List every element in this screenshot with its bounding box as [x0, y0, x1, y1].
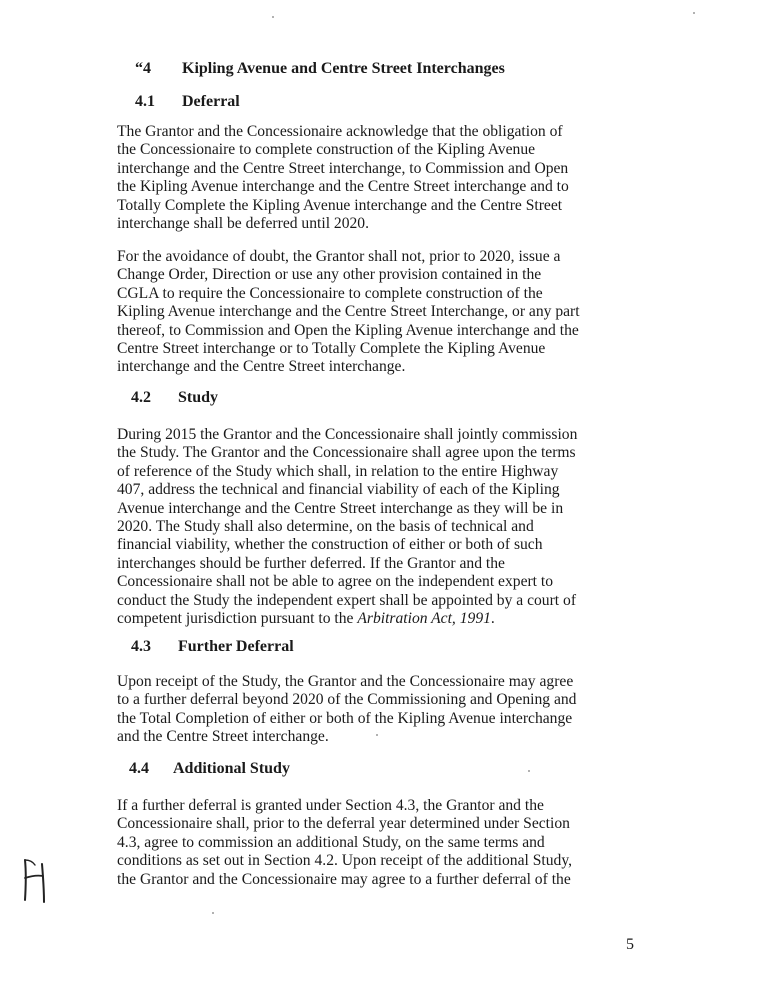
- text-line: to a further deferral beyond 2020 of the Commissioning and Opening and: [117, 691, 577, 709]
- text-fragment: competent jurisdiction pursuant to the: [117, 610, 358, 628]
- text-line: CGLA to require the Concessionaire to complete construction of the: [117, 284, 543, 302]
- section-4-2-heading: [131, 388, 219, 408]
- section-4-2-paragraph: [117, 426, 597, 628]
- statute-citation: Arbitration Act, 1991: [357, 610, 491, 628]
- text-line: interchange shall be deferred until 2020.: [117, 215, 370, 233]
- section-4-4-heading: [129, 759, 290, 779]
- text-line: interchange and the Centre Street interchange.: [117, 358, 406, 376]
- text-line: Avenue interchange and the Centre Street interchange as they will be in: [117, 499, 564, 517]
- page-number: 5: [626, 936, 634, 953]
- text-line: Totally Complete the Kipling Avenue interchange and the Centre Street: [117, 196, 563, 214]
- text-line: The Grantor and the Concessionaire acknowledge that the obligation of: [117, 123, 563, 140]
- section-4-1-heading: [135, 92, 240, 112]
- section-4-2-number: 4.2: [131, 389, 151, 406]
- text-line: interchanges should be further deferred. If the Grantor and the: [117, 554, 505, 572]
- text-line: Change Order, Direction or use any other provision contained in the: [117, 266, 542, 284]
- section-4-heading: [135, 59, 505, 79]
- scan-speck: [376, 734, 378, 736]
- handwritten-initial: [22, 858, 48, 904]
- text-line: the Concessionaire to complete construction of the Kipling Avenue: [117, 141, 536, 159]
- text-line: 4.3, agree to commission an additional Study, on the same terms and: [117, 833, 545, 851]
- text-line: and the Centre Street interchange.: [117, 728, 329, 746]
- section-4-4-paragraph: [117, 797, 597, 889]
- text-line: Concessionaire shall not be able to agree on the independent expert to: [117, 573, 554, 591]
- text-line: If a further deferral is granted under Section 4.3, the Grantor and the: [117, 797, 544, 814]
- scan-speck: [272, 16, 274, 18]
- text-line: For the avoidance of doubt, the Grantor shall not, prior to 2020, issue a: [117, 248, 561, 265]
- text-line: the Grantor and the Concessionaire may agree to a further deferral of the: [117, 870, 571, 888]
- text-line: Kipling Avenue interchange and the Centre Street Interchange, or any part: [117, 303, 580, 321]
- section-4-1-paragraph-1: [117, 123, 597, 233]
- text-line: 2020. The Study shall also determine, on the basis of technical and: [117, 518, 534, 536]
- text-line: 407, address the technical and financial viability of each of the Kipling: [117, 481, 560, 499]
- text-line: Concessionaire shall, prior to the deferral year determined under Section: [117, 815, 570, 833]
- text-line: interchange and the Centre Street interchange, to Commission and Open: [117, 159, 569, 177]
- text-line: the Study. The Grantor and the Concessionaire shall agree upon the terms: [117, 444, 576, 462]
- text-line: the Kipling Avenue interchange and the Centre Street interchange and to: [117, 178, 569, 196]
- text-line: conduct the Study the independent expert shall be appointed by a court of: [117, 591, 577, 609]
- text-line: the Total Completion of either or both of the Kipling Avenue interchange: [117, 709, 573, 727]
- section-4-3-number: 4.3: [131, 638, 151, 655]
- section-4-3-heading: [131, 637, 294, 657]
- section-4-number: “4: [135, 60, 151, 77]
- text-line: During 2015 the Grantor and the Concessionaire shall jointly commission: [117, 426, 578, 443]
- text-line: of reference of the Study which shall, in relation to the entire Highway: [117, 462, 559, 480]
- section-4-3-paragraph: [117, 673, 597, 747]
- text-line: conditions as set out in Section 4.2. Upon receipt of the additional Study,: [117, 852, 573, 870]
- text-fragment: .: [490, 610, 495, 628]
- section-4-4-title: Additional Study: [173, 760, 290, 777]
- text-line: thereof, to Commission and Open the Kipling Avenue interchange and the: [117, 321, 579, 339]
- section-4-3-title: Further Deferral: [178, 638, 294, 655]
- scan-speck: [212, 912, 214, 914]
- section-4-2-title: Study: [178, 389, 219, 406]
- scan-speck: [528, 770, 530, 772]
- text-line: financial viability, whether the construction of either or both of such: [117, 536, 543, 554]
- section-4-1-paragraph-2: [117, 248, 597, 377]
- text-line-with-citation: [117, 610, 597, 628]
- text-line: Upon receipt of the Study, the Grantor and the Concessionaire may agree: [117, 673, 574, 690]
- text-line: Centre Street interchange or to Totally Complete the Kipling Avenue: [117, 340, 546, 358]
- scan-speck: [693, 12, 695, 14]
- section-4-1-title: Deferral: [182, 93, 240, 110]
- section-4-title: Kipling Avenue and Centre Street Interchanges: [182, 60, 505, 77]
- section-4-1-number: 4.1: [135, 93, 155, 110]
- section-4-4-number: 4.4: [129, 760, 149, 777]
